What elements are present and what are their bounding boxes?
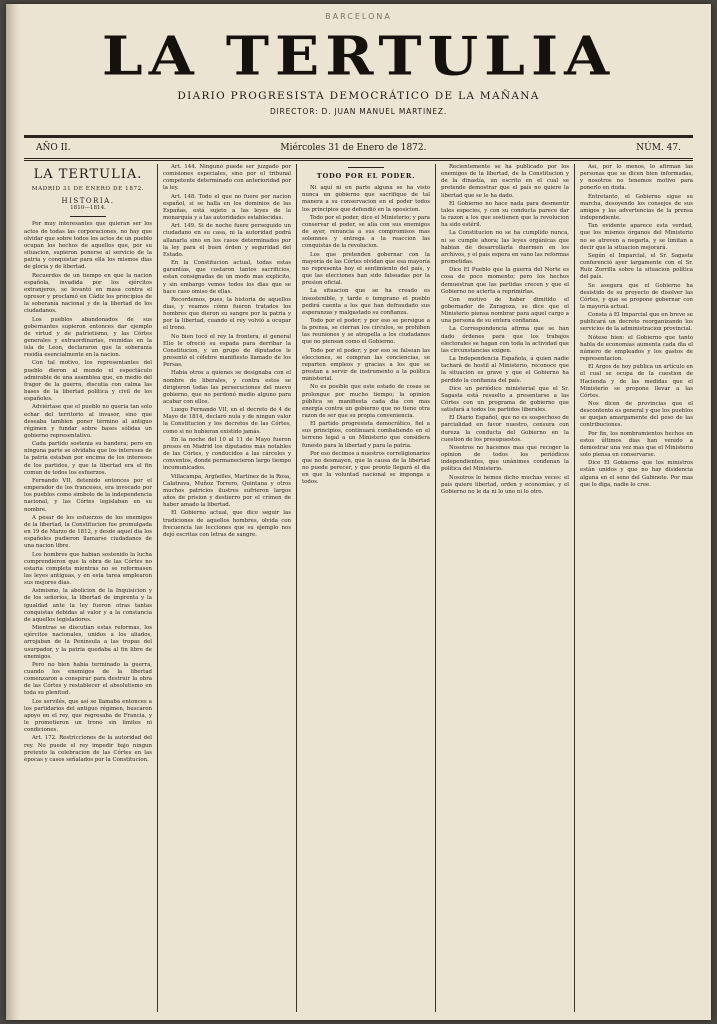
paragraph: Los hombres que habian sostenido la lucha comprendieron que la obra de las Córtes no estaria completa mientras no se reformasen las leyes antiguas, y en esta tarea emplearon sus mejores dias. [24, 551, 152, 587]
column-separator [157, 164, 158, 1012]
column-3-rule [348, 167, 384, 168]
paragraph: Art. 172. Restricciones de la autoridad del rey. No puede el rey impedir bajo ningun pretexto la celebracion de las Córtes en las épocas y casos señalados por la Constitucion. [24, 735, 152, 763]
paragraph: Ni aquí ni en parte alguna se ha visto nunca un gobierno que sacrifique de tal manera a su conservacion en el poder todos los principios que defendió en la oposicion. [302, 185, 430, 213]
article-heading-todo-por-el-poder: TODO POR EL PODER. [316, 172, 416, 180]
paragraph: Nosotros no hacemos mas que recoger la opinion de todos los periódicos independientes, que unánimes condenan la política del Ministerio. [441, 444, 569, 473]
paragraph: Con motivo de haber dimitido el gobernador de Zaragoza, se dice que el Ministerio piensa nombrar para aquel cargo a una persona de su entera confianza. [441, 296, 569, 325]
paragraph: La Correspondencia afirma que se han dado órdenes para que los trabajos electorales se hagan con toda la actividad que las circunstancias exigen. [441, 326, 569, 354]
paragraph: El Gobierno actual, que dice seguir las tradiciones de aquellos hombres, olvida con frecuencia las lecciones que su ejemplo nos dejó escritas con letras de sangre. [163, 510, 291, 538]
section-rule [70, 216, 106, 217]
paragraph: Por fin, los nombramientos hechos en estos últimos dias han venido a demostrar una vez mas que el Ministerio solo piensa en conservarse. [580, 430, 693, 459]
column-1-body [24, 221, 152, 764]
paragraph: Con tal motivo, los representantes del pueblo dieron al mundo el espectáculo admirable de una asamblea que, en medio del fragor de la guerra, discutia con calma las bases de la libertad política y civil de los españoles. [24, 360, 152, 403]
paragraph: No bien tocó el rey la frontera, el general Elío le ofreció su espada para derribar la Constitucion, y un grupo de diputados le presentó el célebre manifiesto llamado de los Persas. [163, 333, 291, 369]
paragraph: Todo por el poder; y por eso se falsean las elecciones, se compran las conciencias, se reparten empleos y gracias a los que se prestan a servir de instrumento a la política ministerial. [302, 347, 430, 383]
masthead-overline: BARCELONA [325, 12, 392, 21]
page-spine [6, 4, 20, 1020]
paragraph: La situacion que se ha creado es insostenible, y tarde o temprano el pueblo pedirá cuenta a los que han defraudado sus esperanzas y malgastado su confianza. [302, 288, 430, 316]
paragraph: Nos dicen de provincias que el descontento es general y que los pueblos se quejan amargamente del peso de las contribuciones. [580, 401, 693, 429]
paragraph: El Gobierno no hace nada para desmentir tales especies, y con su conducta parece dar la razon a los que sostienen que la revolucion ha sido estéril. [441, 200, 569, 229]
section-years: 1810—1814. [70, 205, 106, 212]
paragraph: Dice El Gobierno que los ministros están unidos y que no hay disidencia alguna en el seno del Gabinete. Por mas que lo diga, nadie lo cree. [580, 460, 693, 488]
paragraph: Art. 148. Todo el que no fuere por nacion español, si se halla en los dominios de las Españas, está sujeto a las leyes de la monarquía y a las autoridades establecidas. [163, 193, 291, 222]
paragraph: Villacampa, Argüelles, Martinez de la Rosa, Calatrava, Muñoz Torrero, Quintana y otros muchos patricios ilustres sufrieron largos años de prision y destierro por el crímen de haber amado la libertad. [163, 473, 291, 509]
paragraph: Nótese bien: el Gobierno que tanto habla de economías aumenta cada dia el número de empleados y los gastos de representacion. [580, 334, 693, 363]
paragraph: Mientras se discutian estas reformas, los ejércitos nacionales, unidos a los aliados, arrojaban de la Península a las tropas del usurpador, y la patria quedaba al fin libre de enemigos. [24, 625, 152, 660]
article-columns [24, 164, 693, 1012]
paragraph: Art. 144. Ninguno puede ser juzgado por comisiones especiales, sino por el tribunal competente determinado con anterioridad por la ley. [163, 164, 291, 192]
column-separator [435, 164, 436, 1012]
column-3-body [302, 185, 430, 486]
paragraph: Según el Imparcial, el Sr. Sagasta conferenció ayer largamente con el Sr. Ruiz Zorrilla sobre la situacion política del país. [580, 252, 693, 281]
issue-date: Miércoles 31 de Enero de 1872. [280, 143, 427, 153]
paragraph: Fernando VII, detenido entonces por el emperador de los franceses, era invocado por los pueblos como simbolo de la independencia nacional, y las Córtes legislaban en su nombre. [24, 477, 152, 513]
column-separator [296, 164, 297, 1012]
newspaper-title: LA TERTULIA [101, 24, 616, 88]
paragraph: Recuerdos de un tiempo en que la nacion española, invadida por los ejércitos extranjeros, se levantó en masa contra el opresor y proclamó en Cádiz los principios de la soberanía nacional y de la libertad de los ciudadanos. [24, 272, 152, 315]
director-line: DIRECTOR: D. JUAN MANUEL MARTINEZ. [269, 107, 448, 116]
paragraph: Adviértase que el pueblo no queria tan solo echar del territorio al invasor, sino que deseaba tambien poner término al antiguo régimen y fundar sobre bases sólidas un gobierno representativo. [24, 404, 152, 439]
paragraph: Asimismo, la abolicion de la Inquisicion y de los señoríos, la libertad de imprenta y la igualdad ante la ley fueron otras tantas conquistas debidas al valor y a la constancia de aquellos legisladores. [24, 588, 152, 623]
paragraph: Recordemos, pues, la historia de aquellos dias, y veamos cómo fueron tratados los hombres que dieron su sangre por la patria y por la libertad, cuando el rey volvió a ocupar el trono. [163, 296, 291, 332]
dateline [24, 140, 693, 156]
paragraph: En la noche del 10 al 11 de Mayo fueron presos en Madrid los diputados mas notables de las Córtes, y conducidos a las cárceles y conventos, donde permanecieron largo tiempo incomunicados. [163, 436, 291, 472]
column-5 [580, 164, 693, 1012]
masthead [36, 12, 681, 116]
year-label: AÑO II. [36, 143, 71, 153]
paragraph: Así, por lo menos, lo afirman las personas que se dicen bien informadas, y nosotros no tenemos motivo para ponerlo en duda. [580, 164, 693, 192]
column-2 [163, 164, 291, 1012]
paragraph: Por muy interesantes que quieran ser los actos de todas las corporaciones, no hay que olvidar que sobre todos los actos de un pueblo ocupan los hechos de aquellos que, por su situacion, supieron ponerse al servicio de la patria y conquistar para ella los mismos dias de gloria y de libertad. [24, 221, 152, 271]
paragraph: Pero no bien habia terminado la guerra, cuando los enemigos de la libertad comenzaron a conspirar para destruir la obra de las Córtes y restablecer el absolutismo en toda su plenitud. [24, 661, 152, 697]
column-3 [302, 164, 430, 1012]
lead-heading: LA TERTULIA. [33, 167, 143, 182]
paragraph: La Constitucion no se ha cumplido nunca, ni se cumple ahora; las leyes orgánicas que habian de desarrollarla duermen en los archivos, y el país espera en vano las reformas prometidas. [441, 230, 569, 266]
paragraph: Consta á El Imparcial que en breve se publicará un decreto reorganizando los servicios de la administracion provincial. [580, 312, 693, 333]
column-4-body [441, 164, 569, 496]
paragraph: Habia otros a quienes se designaba con el nombre de liberales, y contra estos se dirigieron todas las persecuciones del nuevo gobierno, que no perdonó medio alguno para acabar con ellos. [163, 370, 291, 405]
paragraph: Los pueblos abandonados de sus gobernantes supieron entonces dar ejemplo de virtud y de patriotismo, y las Córtes generales y extraordinarias, reunidas en la isla de Leon, declararon que la soberanía residía esencialmente en la nacion. [24, 316, 152, 359]
section-title: HISTORIA. [61, 197, 115, 206]
paragraph: Tan evidente aparece esta verdad, que los mismos órganos del Ministerio no se atreven a negarla, y se limitan a decir que la situacion mejorará. [580, 223, 693, 251]
column-2-body [163, 164, 291, 539]
newspaper-page [6, 4, 711, 1020]
newspaper-subtitle: DIARIO PROGRESISTA DEMOCRÁTICO DE LA MAÑANA [177, 90, 540, 102]
paragraph: Nosotros lo hemos dicho muchas veces: el país quiere libertad, orden y economías, y el Gobierno no le da ni lo uno ni lo otro. [441, 474, 569, 495]
dateline-rule-bottom-double [24, 160, 693, 161]
paragraph: Dice un periódico ministerial que el Sr. Sagasta está resuelto a presentarse a las Córtes con un programa de gobierno que satisfará a todos los partidos liberales. [441, 385, 569, 414]
paragraph: Por eso decimos a nuestros correligionarios que no desmayen, que la causa de la libertad no puede perecer, y que pronto llegará el dia en que la voluntad nacional se imponga a todos. [302, 450, 430, 486]
paragraph: Todo por el poder; y por eso se persigue a la prensa, se cierran los círculos, se prohiben las reuniones y se atropella a los ciudadanos que no piensan como el Gobierno. [302, 317, 430, 346]
paragraph: Entretanto, el Gobierno sigue su marcha, desoyendo los consejos de sus amigos y las advertencias de la prensa independiente. [580, 193, 693, 222]
paragraph: Cada partido sostenia su bandera; pero en ninguna parte se olvidaba que los intereses de la patria estaban por encima de los intereses de los partidos, y que la libertad era el fin comun de todos los esfuerzos. [24, 441, 152, 476]
paragraph: En la Constitucion actual, todas estas garantías, que costaron tantos sacrificios, estan consignadas de un modo mas explícito, y sin embargo vemos todos los dias que se hace caso omiso de ellas. [163, 260, 291, 295]
paragraph: El Diario Español, que no es sospechoso de parcialidad en favor nuestro, censura con dureza la conducta del Gobierno en la cuestion de los presupuestos. [441, 415, 569, 443]
dateline-rule-bottom [24, 158, 693, 159]
paragraph: El partido progresista democrático, fiel a sus principios, continuará combatiendo en el terreno legal a un Ministerio que considera funesto para la libertad y para la patria. [302, 421, 430, 449]
paragraph: Los servilés, que así se llamaba entonces a los partidarios del antiguo régimen, buscaron apoyo en el rey, que regresaba de Francia, y le prometieron un trono sin límites ni condiciones. [24, 698, 152, 734]
paragraph: El Argos de hoy publica un artículo en el cual se ocupa de la cuestion de Hacienda y de las medidas que el Ministerio se propone llevar a las Córtes. [580, 364, 693, 399]
column-5-body [580, 164, 693, 489]
paragraph: Dice El Pueblo que la guerra del Norte es cosa de poco momento; pero los hechos demuestran que las partidas crecen y que el Gobierno no acierta a reprimirlas. [441, 267, 569, 295]
lead-date: MADRID 31 DE ENERO DE 1872. [31, 186, 145, 192]
paragraph: Todo por el poder, dice el Ministerio; y para conservar el poder, se alía con sus enemigos de ayer, renuncia a sus compromisos mas solemnes y entrega a la reaccion las conquistas de la revolucion. [302, 214, 430, 250]
paragraph: Art. 149. Si de noche fuere perseguido un ciudadano en su casa, ni la autoridad podrá allanarla sino en los casos determinados por la ley para el buen órden y seguridad del Estado. [163, 223, 291, 258]
masthead-rule-top [24, 135, 693, 138]
paragraph: Se asegura que el Gobierno ha desistido de su proyecto de disolver las Córtes, y que se propone gobernar con la mayoría actual. [580, 282, 693, 310]
column-separator [574, 164, 575, 1012]
paragraph: A pesar de los esfuerzos de los enemigos de la libertad, la Constitucion fue promulgada en 19 de Marzo de 1812, y desde aquel dia los españoles pudieron llamarse ciudadanos de una nacion libre. [24, 514, 152, 550]
paragraph: No es posible que este estado de cosas se prolongue por mucho tiempo; la opinion pública se manifiesta cada dia con mas energía contra un gobierno que no tiene otra razon de ser que su propia conveniencia. [302, 384, 430, 419]
paragraph: Luego Fernando VII, en el decreto de 4 de Mayo de 1814, declaró nula y de ningun valor la Constitucion y los decretos de las Córtes, como si no hubieran existido jamás. [163, 407, 291, 435]
column-4 [441, 164, 569, 1012]
issue-number: NÚM. 47. [636, 143, 681, 153]
paragraph: La Independencia Española, á quien nadie tachará de hostil al Ministerio, reconoce que la situacion es grave y que el Gobierno ha perdido la confianza del país. [441, 356, 569, 384]
paragraph: Recientemente se ha publicado por los enemigos de la libertad, de la Constitucion y de la dinastía, un escrito en el cual se pretende demostrar que el país no quiere la libertad que se le ha dado. [441, 164, 569, 199]
paragraph: Los que pretenden gobernar con la mayoría de las Córtes olvidan que esa mayoría no representa hoy el sentimiento del país, y que las elecciones han sido falseadas por la presion oficial. [302, 251, 430, 287]
column-1 [24, 164, 152, 1012]
